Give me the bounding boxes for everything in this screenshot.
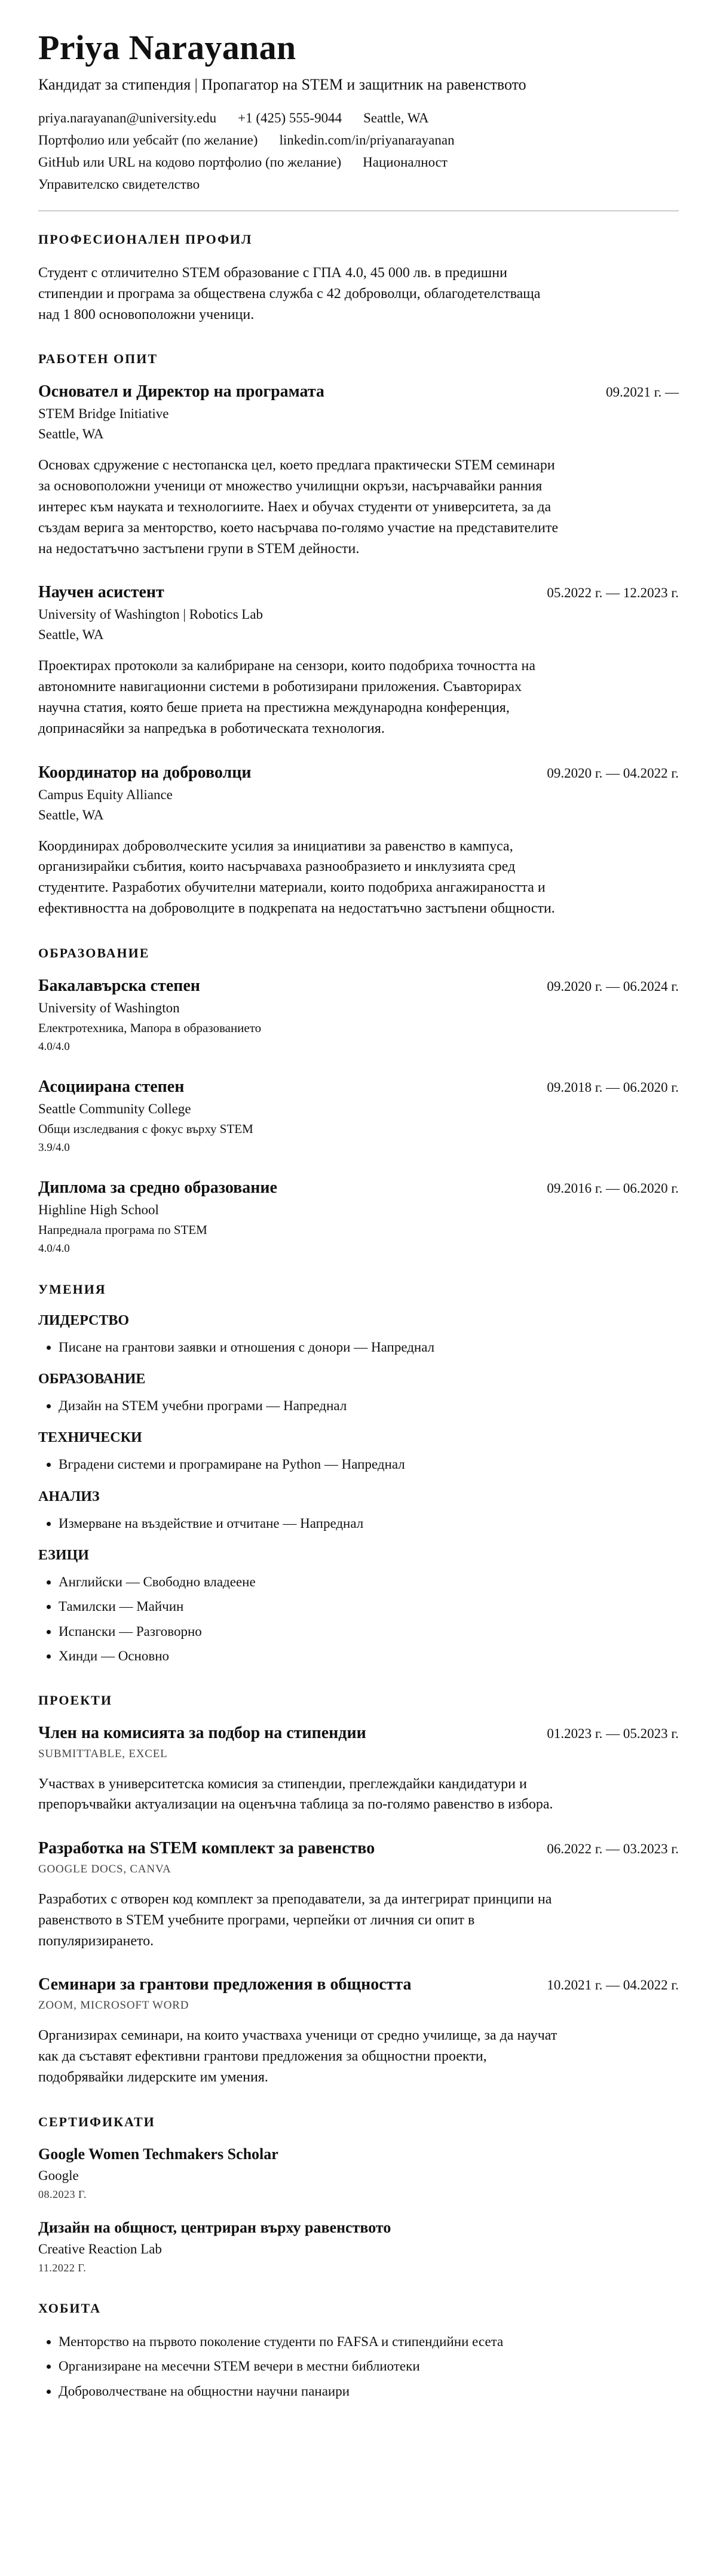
section-certifications (38, 2114, 679, 2274)
job-entry (38, 382, 679, 559)
section-projects (38, 1693, 679, 2088)
skill-group-heading: ТЕХНИЧЕСКИ (38, 1430, 142, 1446)
education-dates: 09.2020 г. — 06.2024 г. (547, 978, 679, 994)
job-dates: 05.2022 г. — 12.2023 г. (547, 585, 679, 601)
education-gpa: 3.9/4.0 (38, 1141, 70, 1154)
experience-heading: РАБОТЕН ОПИТ (38, 351, 158, 367)
contact-row-1 (38, 110, 679, 126)
project-title: Член на комисията за подбор на стипендии (38, 1723, 366, 1742)
education-degree: Диплома за средно образование (38, 1178, 277, 1197)
education-entry (38, 1178, 679, 1255)
header-divider (38, 210, 679, 211)
education-school: Seattle Community College (38, 1101, 191, 1116)
projects-heading: ПРОЕКТИ (38, 1692, 112, 1708)
job-entry (38, 583, 679, 739)
skill-list (38, 1454, 679, 1474)
candidate-name: Priya Narayanan (38, 28, 296, 67)
skill-item: • Измерване на въздействие и отчитане — Напреднал (59, 1513, 679, 1533)
contact-portfolio: Портфолио или уебсайт (по желание) (38, 133, 258, 148)
education-header (38, 977, 679, 996)
job-company: University of Washington | Robotics Lab (38, 607, 263, 622)
skill-item: • Вградени системи и програмиране на Python — Напреднал (59, 1454, 679, 1474)
profile-text: Студент с отличително STEM образование с ГПА 4.0, 45 000 лв. в предишни стипендии и програма за обществена служба с 42 доброволци, облагодетелстваща над 1 800 основоположни ученици. (38, 265, 541, 323)
job-header (38, 763, 679, 782)
certification-title: Дизайн на общност, центриран върху равенството (38, 2218, 391, 2236)
education-school: Highline High School (38, 1202, 159, 1217)
education-entry (38, 977, 679, 1054)
skills-heading: УМЕНИЯ (38, 1281, 106, 1297)
skill-item: • Английски — Свободно владеене (59, 1572, 679, 1592)
skill-group-analysis (38, 1489, 679, 1533)
project-header (38, 1839, 679, 1858)
project-dates: 10.2021 г. — 04.2022 г. (547, 1978, 679, 1993)
job-title: Основател и Директор на програмата (38, 382, 324, 401)
education-degree: Асоциирана степен (38, 1077, 185, 1096)
certification-date: 08.2023 Г. (38, 2188, 87, 2200)
education-dates: 09.2018 г. — 06.2020 г. (547, 1079, 679, 1095)
project-tools: SUBMITTABLE, EXCEL (38, 1747, 168, 1760)
education-header (38, 1077, 679, 1097)
skill-group-heading: ЕЗИЦИ (38, 1548, 89, 1564)
job-description: Основах сдружение с нестопанска цел, което предлага практически STEM семинари за основоположни ученици от множество училищни окръзи, насърчавайки ранния интерес към науката и технологиите. Наех и обучах студенти от университета, за да създам верига за менторство, което насърчава по-голямо участие на представителите на недостатъчно застъпени групи в STEM дейности. (38, 458, 559, 557)
section-education (38, 945, 679, 1255)
skill-list (38, 1513, 679, 1533)
education-dates: 09.2016 г. — 06.2020 г. (547, 1180, 679, 1196)
skill-item: • Тамилски — Майчин (59, 1596, 679, 1616)
job-header (38, 382, 679, 401)
contact-license: Управителско свидетелство (38, 177, 200, 192)
contact-phone: +1 (425) 555-9044 (238, 110, 342, 125)
job-dates: 09.2021 г. — (606, 385, 679, 400)
certification-entry (38, 2219, 679, 2274)
contact-row-4 (38, 177, 679, 192)
job-dates: 09.2020 г. — 04.2022 г. (547, 765, 679, 781)
skill-group-heading: ЛИДЕРСТВО (38, 1312, 130, 1328)
job-title: Координатор на доброволци (38, 763, 252, 782)
job-location: Seattle, WA (38, 426, 104, 442)
skill-item: • Хинди — Основно (59, 1646, 679, 1666)
skill-list (38, 1572, 679, 1666)
education-header (38, 1178, 679, 1198)
job-company: Campus Equity Alliance (38, 787, 173, 802)
certifications-heading: СЕРТИФИКАТИ (38, 2114, 155, 2129)
project-tools: GOOGLE DOCS, CANVA (38, 1863, 171, 1876)
certification-date: 11.2022 Г. (38, 2261, 87, 2274)
profile-heading: ПРОФЕСИОНАЛЕН ПРОФИЛ (38, 232, 253, 247)
education-field: Електротехника, Мапора в образованието (38, 1020, 262, 1035)
project-entry (38, 1975, 679, 2087)
education-gpa: 4.0/4.0 (38, 1242, 70, 1255)
hobby-item: • Доброволчестване на общностни научни панаири (59, 2381, 679, 2401)
skill-item: • Писане на грантови заявки и отношения с донори — Напреднал (59, 1337, 679, 1357)
job-location: Seattle, WA (38, 627, 104, 643)
skill-item: • Испански — Разговорно (59, 1622, 679, 1641)
job-title: Научен асистент (38, 583, 164, 602)
certification-title: Google Women Techmakers Scholar (38, 2145, 278, 2163)
contact-location: Seattle, WA (363, 110, 429, 125)
skill-group-leadership (38, 1313, 679, 1357)
skill-group-languages (38, 1548, 679, 1666)
education-entry (38, 1077, 679, 1155)
project-title: Разработка на STEM комплект за равенство (38, 1839, 375, 1858)
skill-group-heading: АНАЛИЗ (38, 1488, 100, 1505)
project-entry (38, 1724, 679, 1816)
contact-row-2 (38, 133, 679, 148)
section-skills (38, 1282, 679, 1666)
certification-org: Creative Reaction Lab (38, 2241, 162, 2256)
hobbies-heading: ХОБИТА (38, 2300, 102, 2316)
contact-row-3 (38, 155, 679, 170)
contact-github: GitHub или URL на кодово портфолио (по желание) (38, 155, 342, 170)
project-header (38, 1975, 679, 1994)
job-entry (38, 763, 679, 919)
project-tools: ZOOM, MICROSOFT WORD (38, 1999, 189, 2012)
contact-email: priya.narayanan@university.edu (38, 110, 217, 125)
project-description: Разработих с отворен код комплект за преподаватели, за да интегрират принципи на равенството в STEM учебните програми, черпейки от личния си опит в популяризирането. (38, 1892, 552, 1949)
contact-linkedin: linkedin.com/in/priyanarayanan (279, 133, 455, 148)
job-description: Координирах доброволческите усилия за инициативи за равенство в кампуса, организирайки събития, които насърчаваха разнообразието и инклузията сред студентите. Разработих обучителни материали, които подобриха ангажираността и ефективността на доброволците в подкрепата на недостатъчно застъпени общности. (38, 838, 555, 916)
section-experience (38, 351, 679, 919)
candidate-tagline: Кандидат за стипендия | Пропагатор на STEM и защитник на равенството (38, 76, 526, 93)
hobby-item: • Менторство на първото поколение студенти по FAFSA и стипендийни есета (59, 2332, 679, 2351)
skill-list (38, 1337, 679, 1357)
contact-nationality: Националност (363, 155, 448, 170)
skill-list (38, 1396, 679, 1416)
education-gpa: 4.0/4.0 (38, 1040, 70, 1053)
project-description: Участвах в университетска комисия за стипендии, преглеждайки кандидатури и препоръчвайки актуализации на оценъчна таблица за по-голямо равенство в избора. (38, 1776, 553, 1813)
job-header (38, 583, 679, 602)
section-hobbies (38, 2301, 679, 2401)
resume-header (38, 27, 679, 192)
education-degree: Бакалавърска степен (38, 976, 200, 995)
job-description: Проектирах протоколи за калибриране на сензори, които подобриха точността на автономните навигационни системи в роботизирани приложения. Съавторирах научна статия, която беше приета на престижна международна конференция, допринасяйки за напредъка в роботическата технология. (38, 658, 536, 736)
hobbies-list (38, 2332, 679, 2401)
job-company: STEM Bridge Initiative (38, 406, 169, 422)
project-entry (38, 1839, 679, 1951)
project-dates: 06.2022 г. — 03.2023 г. (547, 1841, 679, 1857)
project-header (38, 1724, 679, 1743)
job-location: Seattle, WA (38, 807, 104, 822)
section-profile (38, 232, 679, 325)
hobby-item: • Организиране на месечни STEM вечери в местни библиотеки (59, 2356, 679, 2376)
project-dates: 01.2023 г. — 05.2023 г. (547, 1725, 679, 1741)
education-field: Напреднала програма по STEM (38, 1222, 207, 1237)
education-field: Общи изследвания с фокус върху STEM (38, 1121, 253, 1136)
project-description: Организирах семинари, на които участваха ученици от средно училище, за да научат как да съставят ефективни грантови предложения за общностни проекти, подобрявайки лидерските им умения. (38, 2028, 557, 2086)
skill-group-technical (38, 1430, 679, 1474)
education-heading: ОБРАЗОВАНИЕ (38, 945, 150, 960)
skill-item: • Дизайн на STEM учебни програми — Напреднал (59, 1396, 679, 1416)
education-school: University of Washington (38, 1000, 180, 1015)
certification-entry (38, 2145, 679, 2201)
certification-org: Google (38, 2167, 79, 2183)
skill-group-heading: ОБРАЗОВАНИЕ (38, 1371, 146, 1387)
project-title: Семинари за грантови предложения в общността (38, 1975, 412, 1994)
skill-group-education (38, 1371, 679, 1416)
